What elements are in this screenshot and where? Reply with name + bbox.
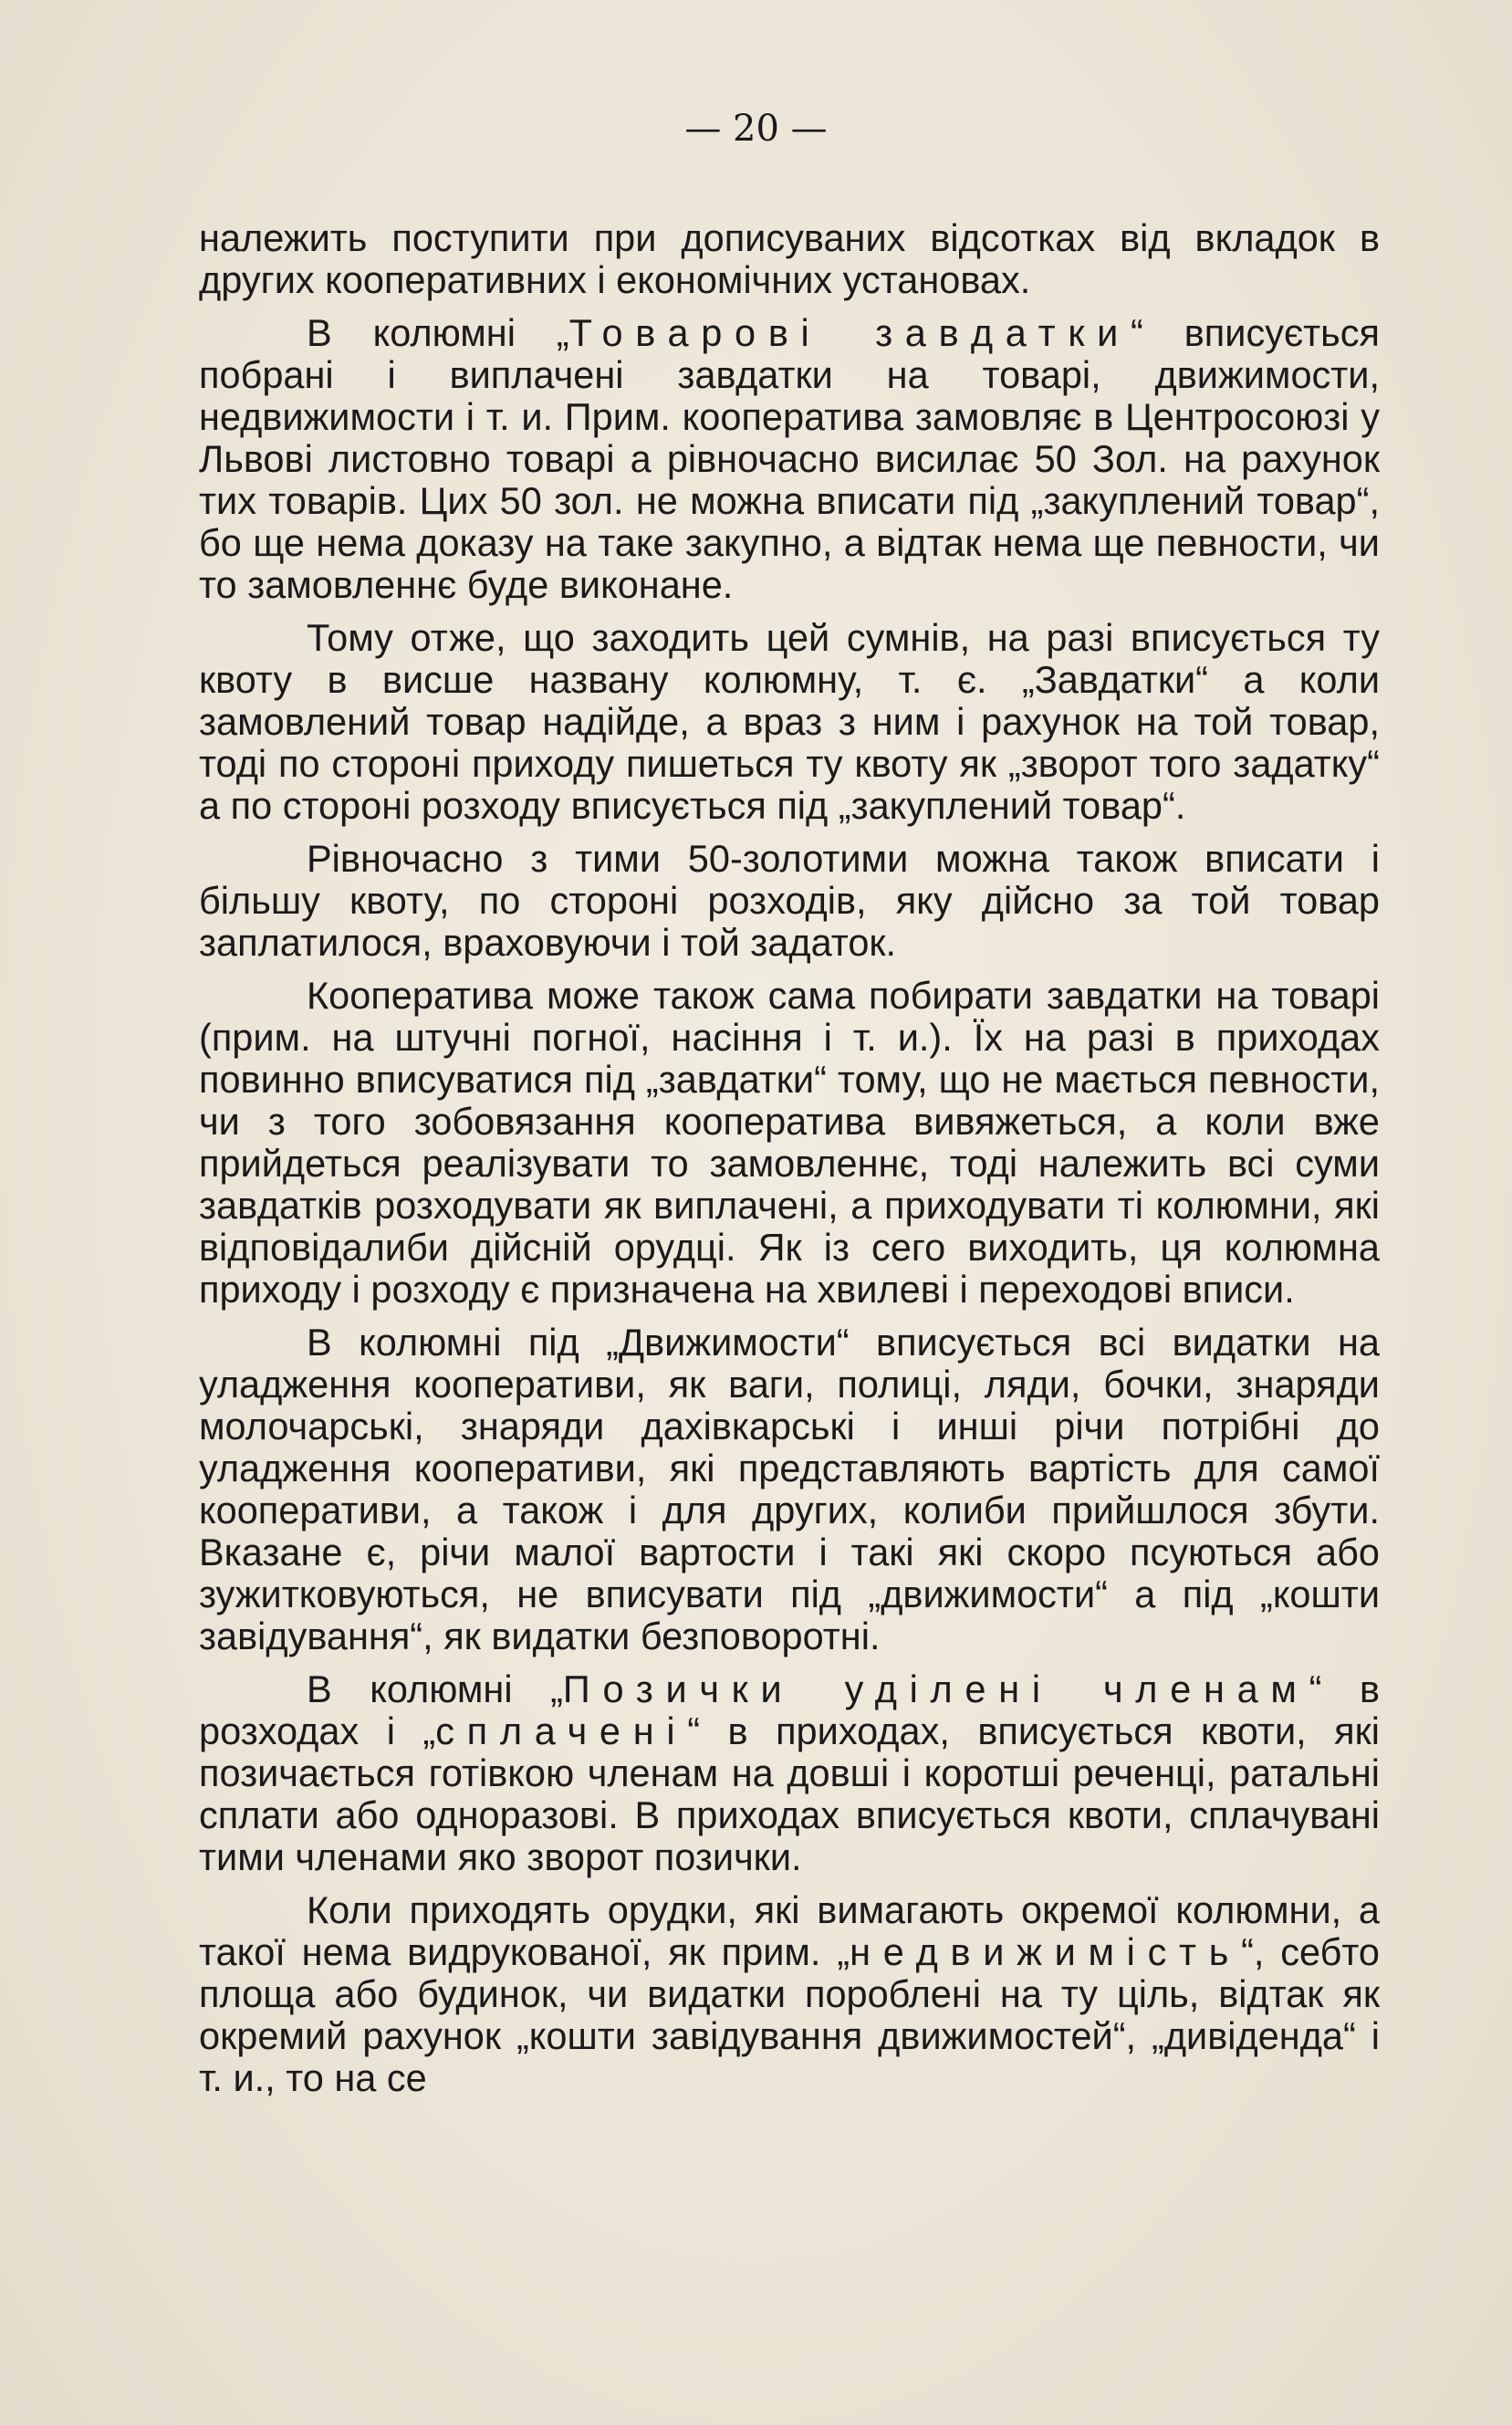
paragraph-2 [199, 312, 1380, 606]
paragraph-4: Рівночасно з тими 50-золотими можна також вписати і більшу квоту, по стороні розходів, яку дійсно за той товар заплатилося, враховуючи і той задаток. [199, 837, 1380, 964]
term-nedvyzhymist: недвижимість [850, 1930, 1242, 1973]
page-number: — 20 — [684, 108, 828, 150]
term-tovarovi-zavdatky: Товарові завдатки [568, 311, 1131, 354]
paragraph-7-part-2: “ в розходах і „ [199, 1667, 1380, 1752]
paragraph-8 [199, 1889, 1380, 2099]
paragraph-7-part-3: “ в приходах, вписується квоти, які позичається готівкою членам на довші і коротші реченці, ратальні сплати або одноразові. В приходах вписується квоти, сплачувані тими членами яко зворот позички. [199, 1709, 1380, 1878]
paragraph-2-part-2: “ вписується побрані і виплачені завдатки на товарі, движимости, недвижимости і т. и. Прим. кооператива замовляє в Центросоюзі у Львові листовно товарі а рівночасно висилає 50 Зол. на рахунок тих товарів. Цих 50 зол. не можна вписати під „закуплений товар“, бо ще нема доказу на таке закупно, а відтак нема ще певности, чи то замовленнє буде виконане. [199, 311, 1380, 606]
paragraph-3: Тому отже, що заходить цей сумнів, на разі вписується ту квоту в висше названу колюмну, т. є. „Завдатки“ а коли замовлений товар надійде, а враз з ним і рахунок на той товар, тоді по стороні приходу пишеться ту квоту як „зворот того задатку“ а по стороні розходу вписується під „закуплений товар“. [199, 616, 1380, 827]
body-text [199, 217, 1380, 2110]
paragraph-8-part-1: Коли приходять орудки, які вимагають окремої колюмни, а такої нема видрукованої, як прим. „ [199, 1888, 1380, 1973]
paragraph-2-part-1: В колюмні „ [307, 311, 569, 354]
paragraph-1: належить поступити при дописуваних відсотках від вкладок в других кооперативних і економічних установах. [199, 216, 1380, 301]
paragraph-5: Кооператива може також сама побирати завдатки на товарі (прим. на штучні погної, насіння і т. и.). Їх на разі в приходах повинно вписуватися під „завдатки“ тому, що не мається певности, чи з того зобовязання кооператива вивяжеться, а коли вже прийдеться реалізувати то замовленнє, тоді належить всі суми завдатків розходувати як виплачені, а приходувати ті колюмни, які відповідалиби дійсній орудці. Як із сего виходить, ця колюмна приходу і розходу є призначена на хвилеві і переходові вписи. [199, 974, 1380, 1311]
paragraph-7 [199, 1668, 1380, 1878]
paragraph-8-part-2: “, себто площа або будинок, чи видатки пороблені на ту ціль, відтак як окремий рахунок „кошти завідування движимостей“, „дивіденда“ і т. и., то на се [199, 1930, 1380, 2099]
paragraph-7-part-1: В колюмні „ [307, 1667, 563, 1710]
paragraph-6: В колюмні під „Движимости“ вписується всі видатки на уладження кооперативи, як ваги, полиці, ляди, бочки, знаряди молочарські, знаряди дахівкарські і инші річи потрібні до уладження кооперативи, які представляють вартість для самої кооперативи, а також і для других, колиби прийшлося збути. Вказане є, річи малої вартости і такі які скоро псуються або зужитковуються, не вписувати під „движимости“ а під „кошти завідування“, як видатки безповоротні. [199, 1321, 1380, 1657]
term-splacheni: сплачені [435, 1709, 688, 1752]
term-pozychky-udileni-chlenam: Позички уділені членам [562, 1667, 1309, 1710]
